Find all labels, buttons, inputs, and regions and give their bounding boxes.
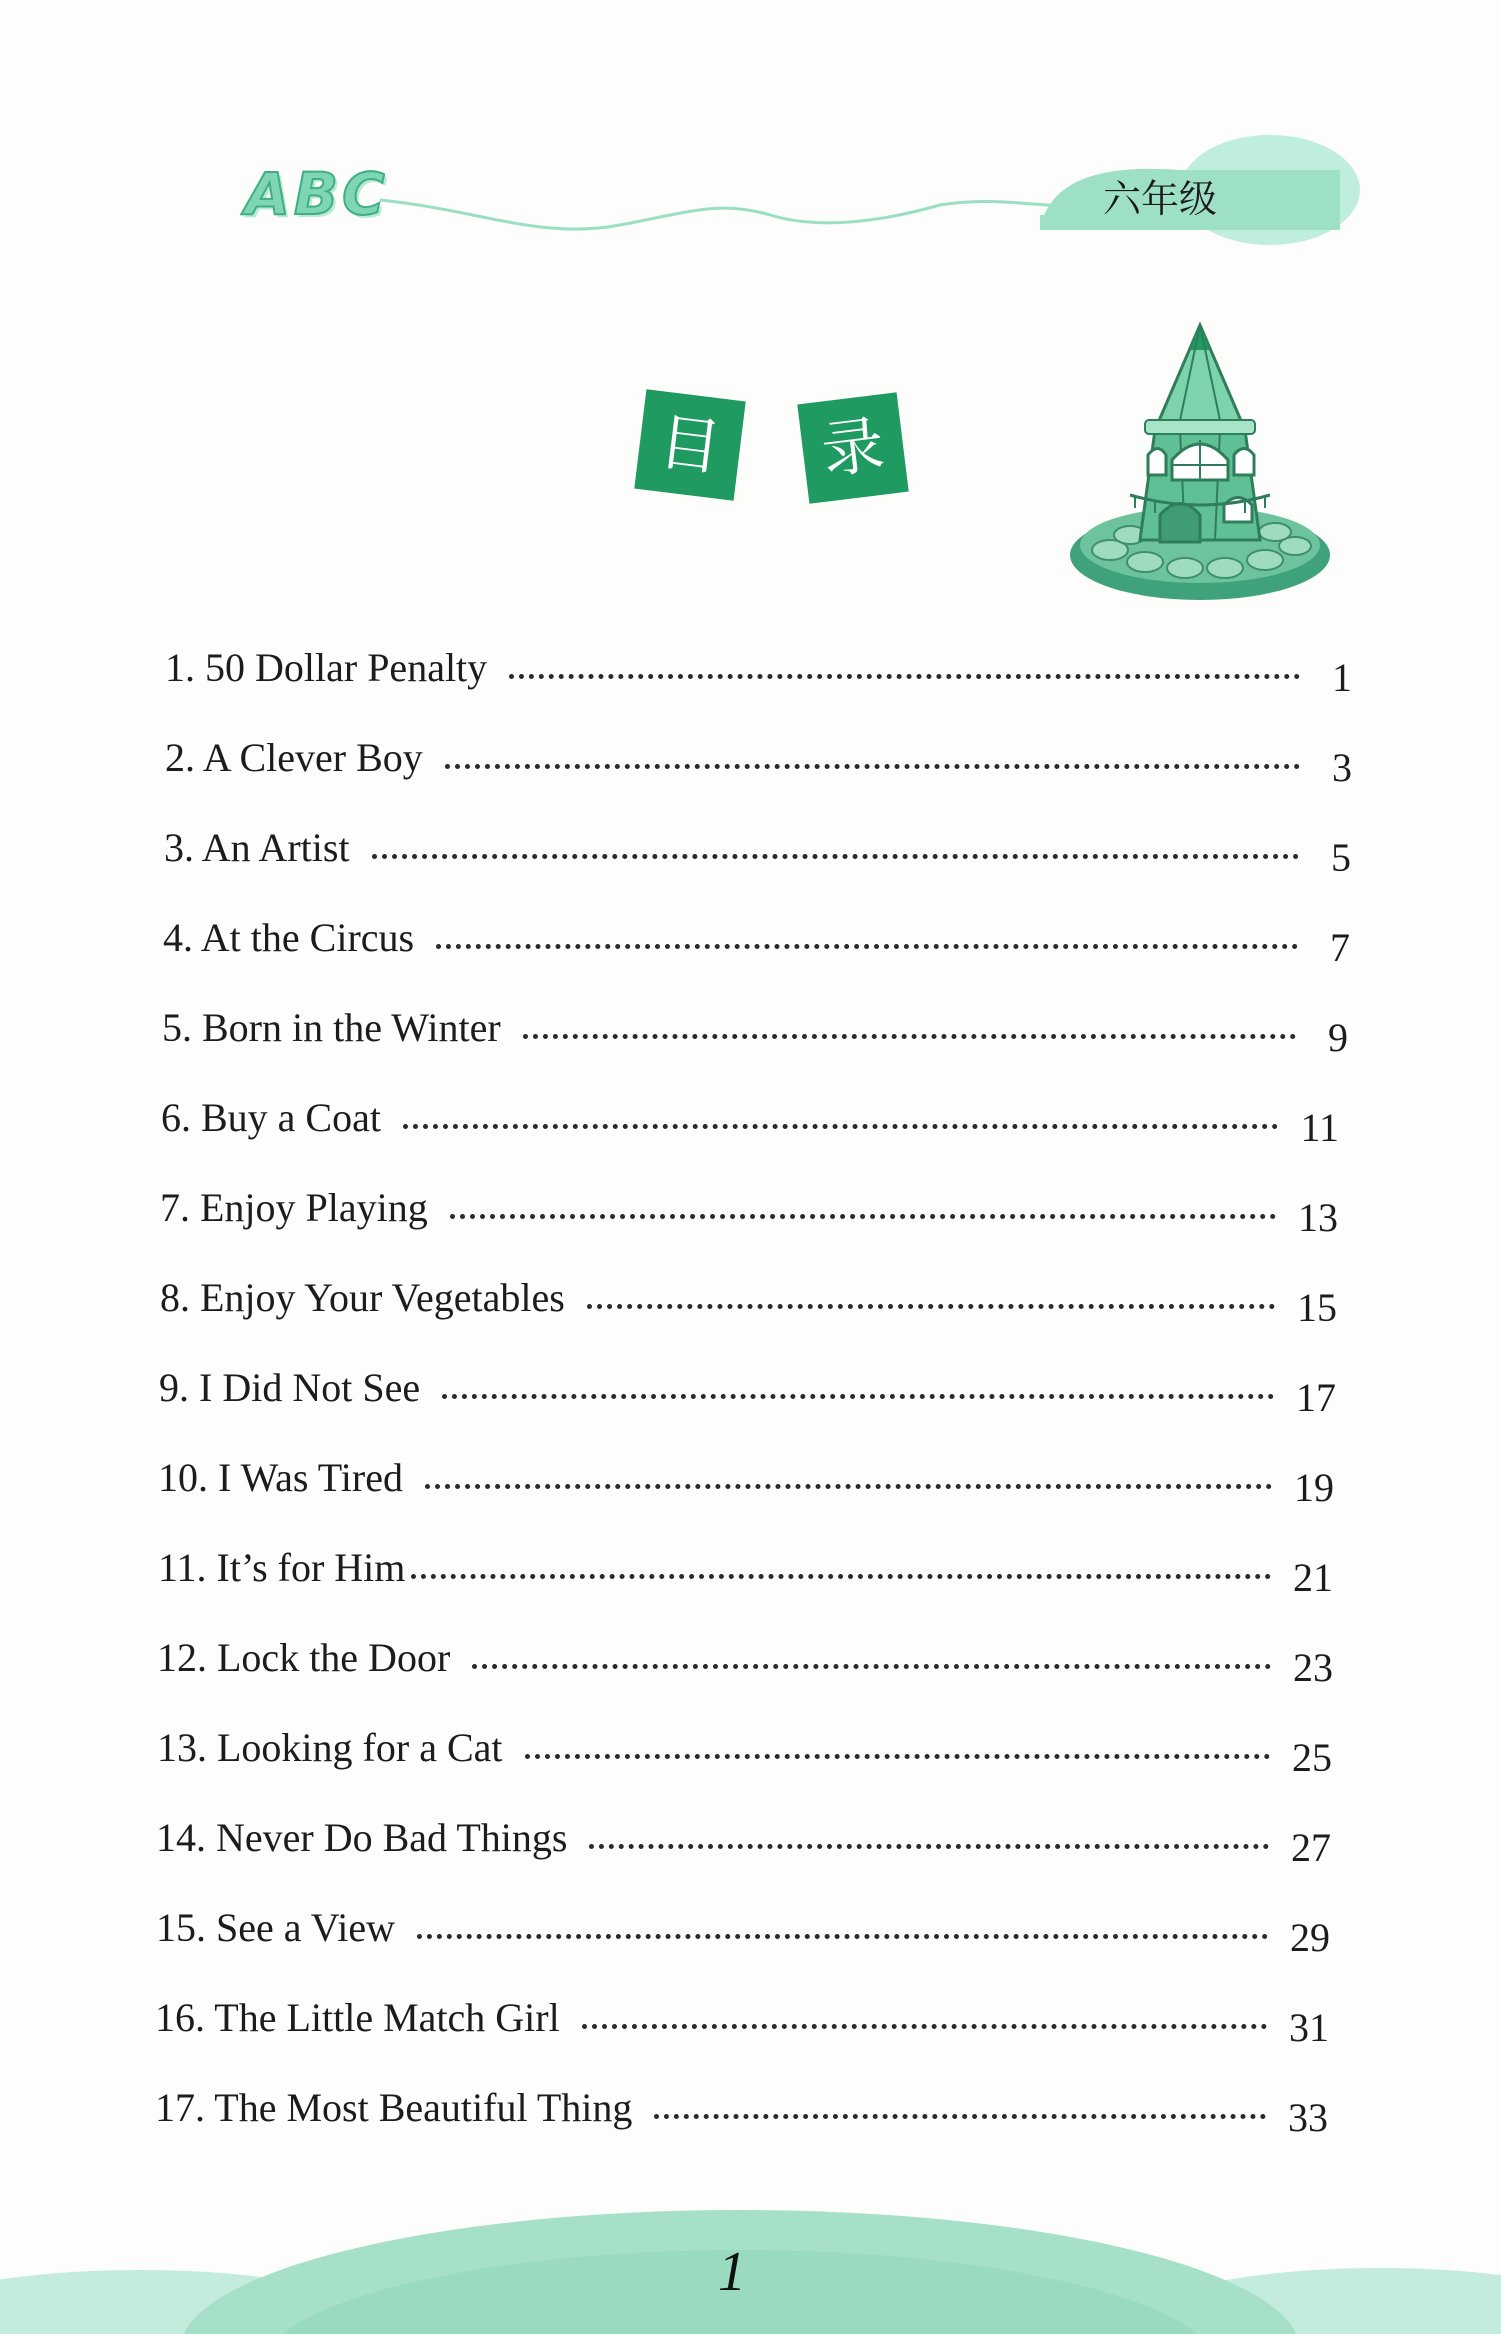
toc-entry[interactable] (164, 824, 1351, 880)
toc-entry[interactable] (156, 1904, 1330, 1960)
toc-entry-title: 4. At the Circus (163, 915, 415, 960)
toc-entry-page: 5 (1331, 835, 1351, 880)
toc-entry-page: 3 (1332, 745, 1352, 790)
toc-entry[interactable] (160, 1274, 1337, 1330)
toc-entry-page: 17 (1296, 1375, 1336, 1420)
toc-entry-page: 33 (1288, 2095, 1328, 2140)
toc-entry[interactable] (158, 1454, 1334, 1510)
toc-entry-title: 14. Never Do Bad Things (156, 1815, 568, 1860)
toc-leader-dots (472, 1664, 1271, 1669)
pencil-house-illustration (1060, 310, 1340, 615)
toc-leader-dots (436, 944, 1298, 949)
toc-entry-title: 16. The Little Match Girl (155, 1995, 560, 2040)
page-header (0, 0, 1501, 260)
toc-entry-page: 27 (1291, 1825, 1331, 1870)
toc-entry[interactable] (162, 1004, 1348, 1060)
toc-entry-title: 10. I Was Tired (158, 1455, 403, 1500)
page-number: 1 (718, 2241, 746, 2303)
toc-leader-dots (372, 854, 1299, 859)
toc-entry-page: 11 (1300, 1105, 1339, 1150)
toc-leader-dots (589, 1844, 1269, 1849)
toc-entry-title: 3. An Artist (164, 825, 350, 870)
toc-entry-title: 15. See a View (156, 1905, 396, 1950)
toc-leader-dots (525, 1754, 1271, 1759)
toc-leader-dots (523, 1034, 1296, 1039)
toc-leader-dots (450, 1214, 1276, 1219)
toc-entry-page: 29 (1290, 1915, 1330, 1960)
toc-entry[interactable] (158, 1544, 1333, 1600)
toc-entry-page: 13 (1298, 1195, 1338, 1240)
abc-logo: ABC (245, 160, 389, 228)
toc-leader-dots (442, 1394, 1274, 1399)
footer-hills (0, 2180, 1501, 2334)
toc-entry[interactable] (155, 1994, 1329, 2050)
toc-entry[interactable] (156, 1814, 1331, 1870)
toc-entry[interactable] (157, 1724, 1332, 1780)
title-char-1: 目 (634, 389, 745, 500)
toc-leader-dots (411, 1574, 1271, 1579)
toc-entry-page: 19 (1294, 1465, 1334, 1510)
toc-entry-title: 9. I Did Not See (159, 1365, 421, 1410)
toc-entry-title: 5. Born in the Winter (162, 1005, 501, 1050)
toc-leader-dots (582, 2024, 1267, 2029)
toc-entry-title: 7. Enjoy Playing (160, 1185, 428, 1230)
toc-entry[interactable] (161, 1094, 1339, 1150)
toc-entry-page: 15 (1297, 1285, 1337, 1330)
header-decoration (0, 0, 1501, 260)
toc-entry-title: 12. Lock the Door (157, 1635, 451, 1680)
toc-entry[interactable] (159, 1364, 1336, 1420)
toc-leader-dots (509, 674, 1300, 679)
toc-entry[interactable] (163, 914, 1350, 970)
toc-entry-page: 23 (1293, 1645, 1333, 1690)
toc-entry[interactable] (160, 1184, 1338, 1240)
toc-entry-title: 1. 50 Dollar Penalty (165, 645, 488, 690)
toc-leader-dots (587, 1304, 1275, 1309)
toc-entry-title: 6. Buy a Coat (161, 1095, 381, 1140)
toc-leader-dots (445, 764, 1300, 769)
toc-entry-page: 31 (1289, 2005, 1329, 2050)
toc-entry[interactable] (157, 1634, 1333, 1690)
toc-leader-dots (654, 2114, 1266, 2119)
toc-entry[interactable] (155, 2084, 1328, 2140)
toc-entry-title: 13. Looking for a Cat (157, 1725, 503, 1770)
toc-entry[interactable] (165, 734, 1352, 790)
toc-leader-dots (417, 1934, 1268, 1939)
toc-leader-dots (403, 1124, 1279, 1129)
toc-entry-title: 8. Enjoy Your Vegetables (160, 1275, 565, 1320)
page-footer (0, 2180, 1501, 2334)
toc-entry-title: 2. A Clever Boy (165, 735, 423, 780)
grade-label: 六年级 (1102, 177, 1217, 221)
title-char-2: 录 (797, 392, 908, 503)
toc-entry-title: 11. It’s for Him (158, 1545, 406, 1590)
toc-entry-page: 7 (1330, 925, 1350, 970)
toc-entry-page: 25 (1292, 1735, 1332, 1780)
toc-entry-page: 9 (1328, 1015, 1348, 1060)
toc-entry-page: 21 (1293, 1555, 1333, 1600)
toc-entry-title: 17. The Most Beautiful Thing (155, 2085, 633, 2130)
toc-entry-page: 1 (1332, 655, 1352, 700)
toc-leader-dots (425, 1484, 1272, 1489)
toc-entry[interactable] (165, 644, 1352, 700)
